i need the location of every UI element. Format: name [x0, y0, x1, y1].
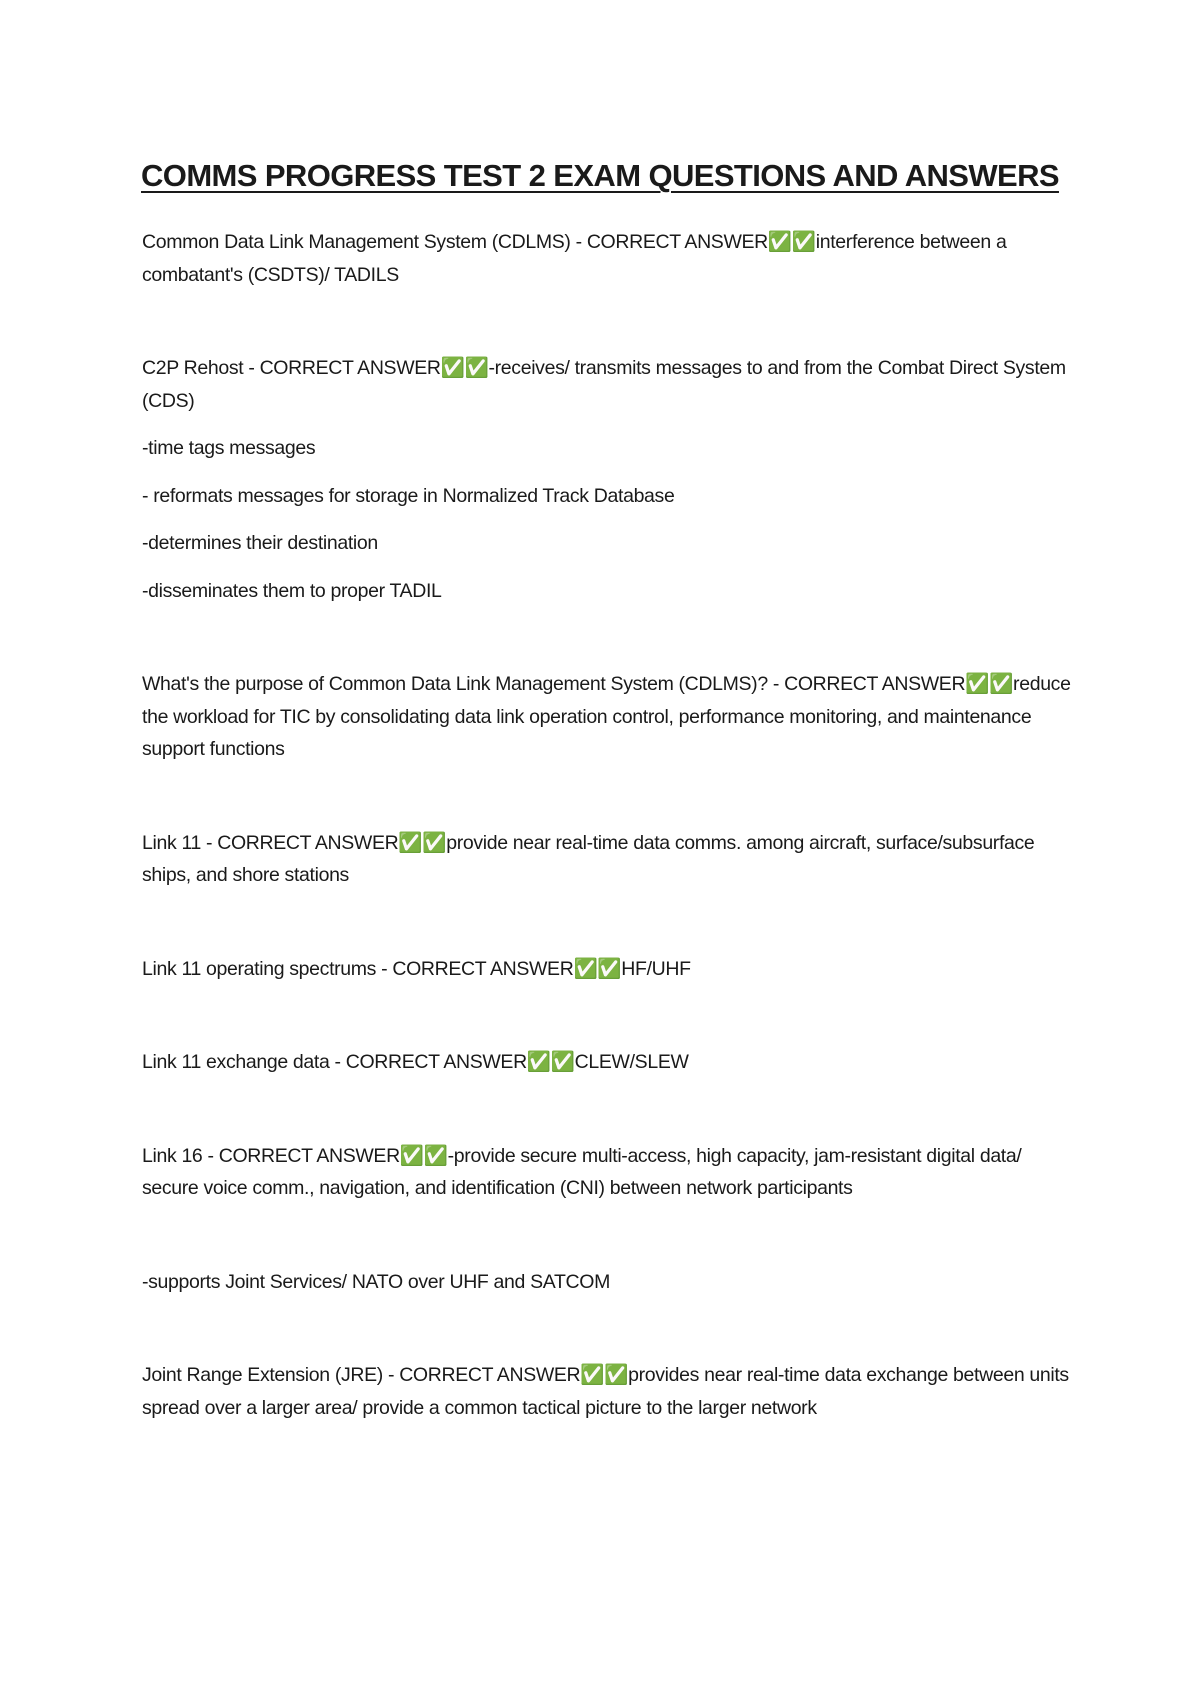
spacer [142, 512, 1072, 527]
spacer [142, 417, 1072, 432]
spacer [142, 892, 1072, 953]
list-item: -disseminates them to proper TADIL [142, 579, 442, 602]
qa-cdlms: Common Data Link Management System (CDLMS) - CORRECT ANSWER✅✅interference between a combatant's (CSDTS)/ TADILS [142, 231, 1007, 286]
spacer [142, 1205, 1072, 1266]
list-item: -supports Joint Services/ NATO over UHF and SATCOM [142, 1270, 610, 1293]
list-item: - reformats messages for storage in Normalized Track Database [142, 484, 675, 507]
document-body [142, 226, 1072, 1424]
qa-link-11-spectrums: Link 11 operating spectrums - CORRECT ANSWER✅✅HF/UHF [142, 957, 691, 980]
spacer [142, 766, 1072, 827]
qa-link-11-exchange: Link 11 exchange data - CORRECT ANSWER✅✅CLEW/SLEW [142, 1051, 689, 1073]
qa-c2p-rehost: C2P Rehost - CORRECT ANSWER✅✅-receives/ transmits messages to and from the Combat Direct System (CDS) [142, 357, 1066, 412]
spacer [142, 1079, 1072, 1140]
qa-link-16: Link 16 - CORRECT ANSWER✅✅-provide secure multi-access, high capacity, jam-resistant digital data/ secure voice comm., navigation, and identification (CNI) between network participants [142, 1144, 1022, 1199]
spacer [142, 465, 1072, 480]
qa-jre: Joint Range Extension (JRE) - CORRECT ANSWER✅✅provides near real-time data exchange between units spread over a larger area/ provide a common tactical picture to the larger network [142, 1364, 1069, 1419]
spacer [142, 1298, 1072, 1359]
qa-link-11: Link 11 - CORRECT ANSWER✅✅provide near real-time data comms. among aircraft, surface/subsurface ships, and shore stations [142, 831, 1035, 886]
spacer [142, 985, 1072, 1046]
list-item: -time tags messages [142, 437, 316, 459]
qa-cdlms-purpose: What's the purpose of Common Data Link Management System (CDLMS)? - CORRECT ANSWER✅✅reduce the workload for TIC by consolidating data link operation control, performance monitoring, and maintenance support functions [142, 673, 1071, 760]
spacer [142, 291, 1072, 352]
document-title: COMMS PROGRESS TEST 2 EXAM QUESTIONS AND ANSWERS [141, 158, 1059, 193]
spacer [142, 560, 1072, 575]
list-item: -determines their destination [142, 532, 378, 554]
spacer [142, 607, 1072, 668]
